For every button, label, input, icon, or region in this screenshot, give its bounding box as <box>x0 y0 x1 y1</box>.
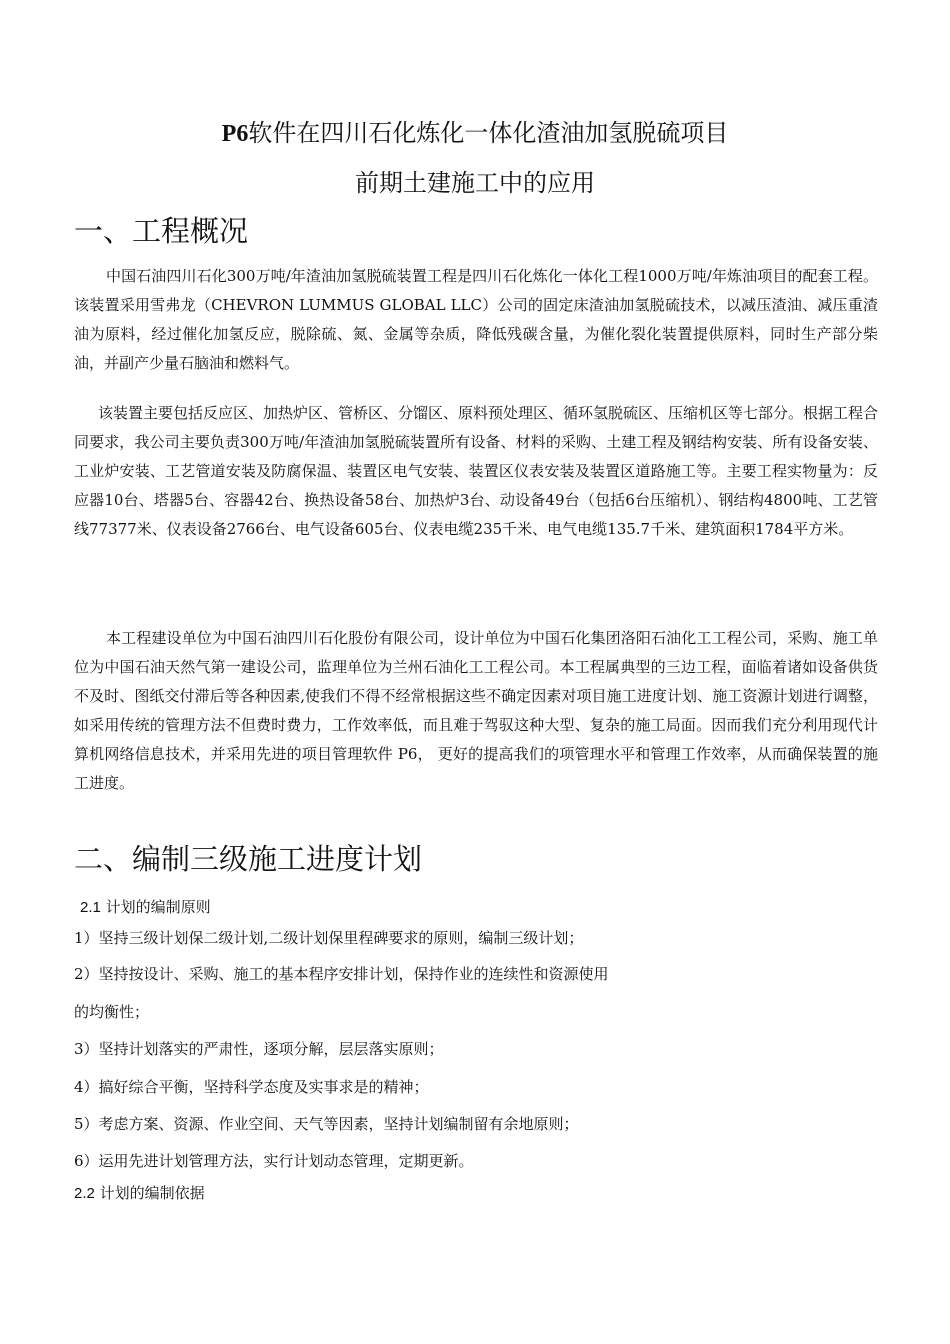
section1-heading: 一、工程概况 <box>74 214 249 248</box>
principle-item-4: 4）搞好综合平衡，坚持科学态度及实事求是的精神； <box>74 1078 429 1096</box>
section1-paragraph-2: 该装置主要包括反应区、加热炉区、管桥区、分馏区、原料预处理区、循环氢脱硫区、压缩机区等七部分。根据工程合同要求，我公司主要负责300万吨/年渣油加氢脱硫装置所有设备、材料的采购、土建工程及钢结构安装、所有设备安装、工业炉安装、工艺管道安装及防腐保温、装置区电气安装、装置区仪表安装及装置区道路施工等。主要工程实物量为：反应器10台、塔器5台、容器42台、换热设备58台、加热炉3台、动设备49台（包括6台压缩机）、钢结构4800吨、工艺管线77377米、仪表设备2766台、电气设备605台、仪表电缆235千米、电气电缆135.7千米、建筑面积1784平方米。 <box>74 404 879 538</box>
subsection-2-1-title: 计划的编制原则 <box>100 898 211 916</box>
subsection-2-2-heading <box>74 1183 205 1204</box>
title-bold-prefix: P6 <box>221 121 249 147</box>
title-line1-text: 软件在四川石化炼化一体化渣油加氢脱硫项目 <box>248 119 729 147</box>
principle-item-2-continued: 的均衡性； <box>74 1003 150 1021</box>
subsection-2-1-heading <box>80 897 211 918</box>
principle-item-2: 2）坚持按设计、采购、施工的基本程序安排计划，保持作业的连续性和资源使用 <box>74 965 609 983</box>
subsection-2-1-number: 2.1 <box>80 899 101 916</box>
principle-item-1: 1）坚持三级计划保二级计划,二级计划保里程碑要求的原则，编制三级计划； <box>74 929 584 947</box>
section1-paragraph-1: 中国石油四川石化300万吨/年渣油加氢脱硫装置工程是四川石化炼化一体化工程1000万吨/年炼油项目的配套工程。该装置采用雪弗龙（CHEVRON LUMMUS GLOBAL LLC）公司的固定床渣油加氢脱硫技术，以减压渣油、减压重渣油为原料，经过催化加氢反应，脱除硫、氮、金属等杂质，降低残碳含量，为催化裂化装置提供原料，同时生产部分柴油，并副产少量石脑油和燃料气。 <box>74 267 878 372</box>
document-title-line1 <box>0 118 950 149</box>
document-title-line2: 前期土建施工中的应用 <box>355 169 595 197</box>
section2-heading: 二、编制三级施工进度计划 <box>74 842 423 876</box>
subsection-2-2-title: 计划的编制依据 <box>94 1184 205 1202</box>
section1-paragraph-3: 本工程建设单位为中国石油四川石化股份有限公司，设计单位为中国石化集团洛阳石油化工工程公司，采购、施工单位为中国石油天然气第一建设公司，监理单位为兰州石油化工工程公司。本工程属典型的三边工程，面临着诸如设备供货不及时、图纸交付滞后等各种因素,使我们不得不经常根据这些不确定因素对项目施工进度计划、施工资源计划进行调整，如采用传统的管理方法不但费时费力，工作效率低，而且难于驾驭这种大型、复杂的施工局面。因而我们充分利用现代计算机网络信息技术，并采用先进的项目管理软件 P6， 更好的提高我们的项管理水平和管理工作效率，从而确保装置的施工进度。 <box>74 629 878 792</box>
principle-item-3: 3）坚持计划落实的严肃性，逐项分解，层层落实原则； <box>74 1040 444 1058</box>
principle-item-5: 5）考虑方案、资源、作业空间、天气等因素，坚持计划编制留有余地原则； <box>74 1115 579 1133</box>
subsection-2-2-number: 2.2 <box>74 1185 95 1202</box>
principle-item-6: 6）运用先进计划管理方法，实行计划动态管理，定期更新。 <box>74 1152 474 1170</box>
